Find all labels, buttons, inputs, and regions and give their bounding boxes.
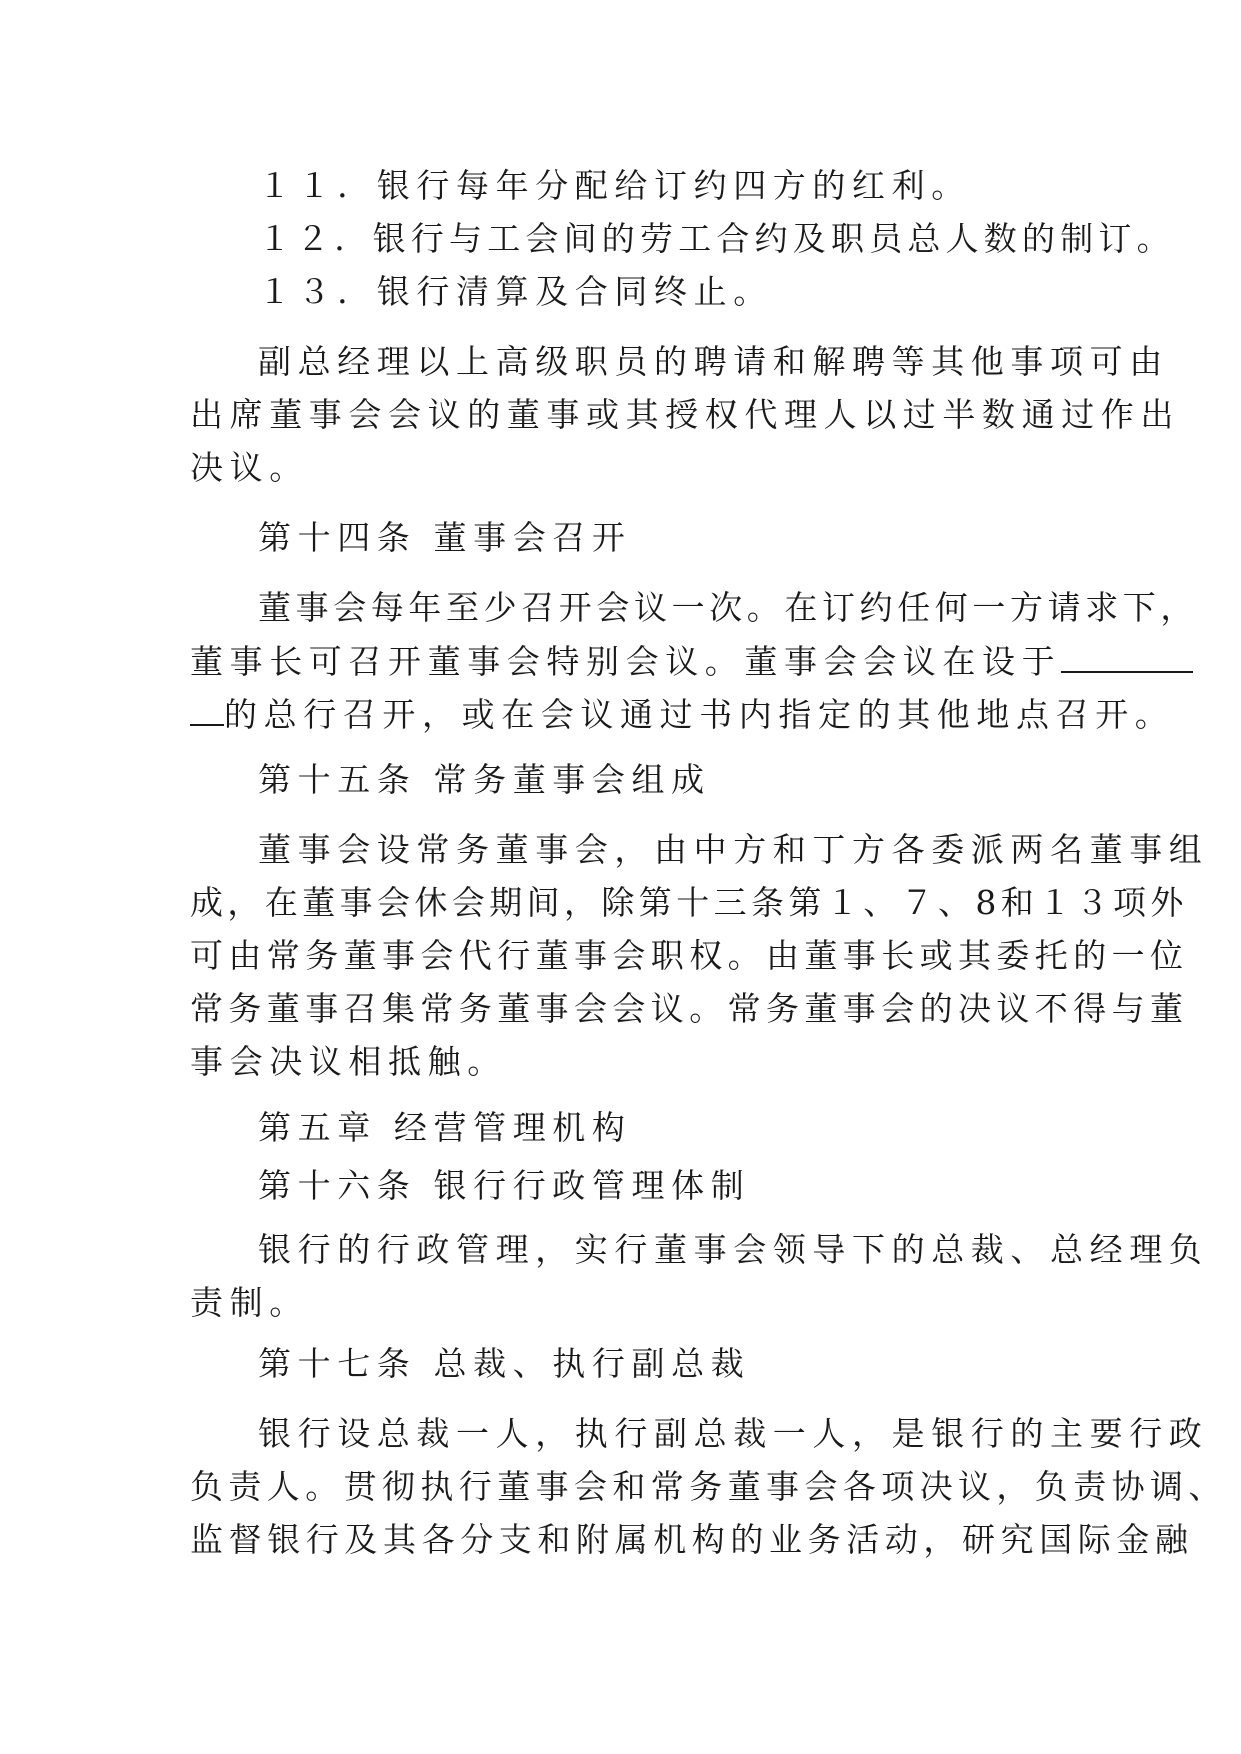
article-heading-15: 第十五条 常务董事会组成 [258,760,711,799]
paragraph-text: 的总行召开，或在会议通过书内指定的其他地点召开。 [224,695,1175,734]
list-item-13: １３．银行清算及合同终止。 [258,272,773,311]
fill-in-blank [190,694,224,726]
paragraph-line: 常务董事召集常务董事会会议。常务董事会的决议不得与董 [190,989,1189,1028]
paragraph-line: 银行的行政管理，实行董事会领导下的总裁、总经理负 [258,1230,1209,1269]
paragraph-line: 银行设总裁一人，执行副总裁一人，是银行的主要行政 [258,1414,1209,1453]
paragraph-line: 董事会每年至少召开会议一次。在订约任何一方请求下， [258,588,1198,627]
paragraph-text: 董事长可召开董事会特别会议。董事会会议在设于 [190,642,1062,681]
paragraph-line: 责制。 [190,1283,309,1322]
list-item-12: １２．银行与工会间的劳工合约及职员总人数的制订。 [258,219,1175,258]
paragraph-line: 负责人。贯彻执行董事会和常务董事会各项决议，负责协调、 [190,1467,1227,1506]
paragraph-line-with-blank [190,694,1174,735]
paragraph-line: 董事会设常务董事会，由中方和丁方各委派两名董事组 [258,830,1209,869]
list-item-11: １１．银行每年分配给订约四方的红利。 [258,166,971,205]
article-heading-16: 第十六条 银行行政管理体制 [258,1166,751,1205]
fill-in-blank [1061,641,1193,673]
paragraph-line: 事会决议相抵触。 [190,1042,507,1081]
paragraph-line: 出席董事会会议的董事或其授权代理人以过半数通过作出 [190,395,1180,434]
article-heading-14: 第十四条 董事会召开 [258,518,632,557]
chapter-heading-5: 第五章 经营管理机构 [258,1108,632,1147]
paragraph-line: 决议。 [190,448,309,487]
article-heading-17: 第十七条 总裁、执行副总裁 [258,1344,751,1383]
paragraph-line: 副总经理以上高级职员的聘请和解聘等其他事项可由 [258,342,1169,381]
paragraph-line: 监督银行及其各分支和附属机构的业务活动，研究国际金融 [190,1520,1194,1559]
paragraph-line: 可由常务董事会代行董事会职权。由董事长或其委托的一位 [190,936,1189,975]
paragraph-line-with-blank [190,641,1193,682]
paragraph-line: 成，在董事会休会期间，除第十三条第１、７、8和１３项外 [190,883,1188,922]
